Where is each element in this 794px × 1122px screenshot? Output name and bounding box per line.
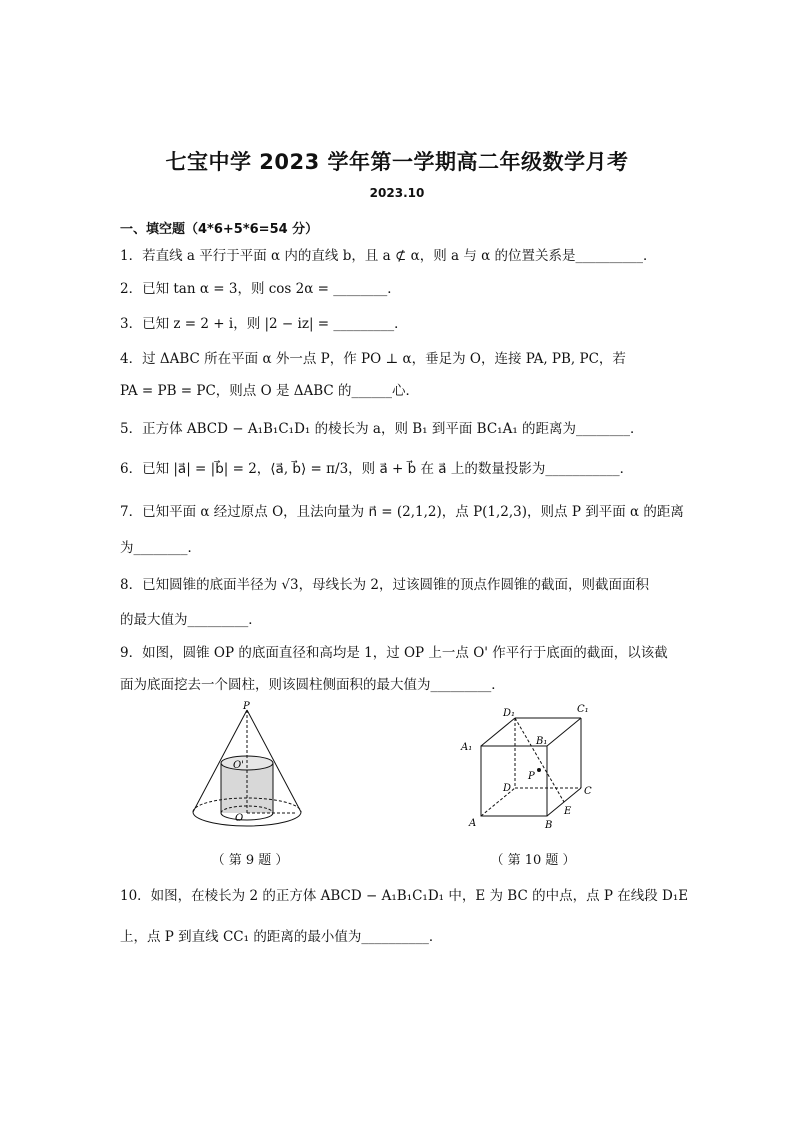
label-c: C bbox=[584, 786, 592, 797]
figure-10-caption: （ 第 10 题 ） bbox=[490, 853, 576, 868]
label-p: P bbox=[528, 771, 535, 782]
question-4-line-1: 4．过 ΔABC 所在平面 α 外一点 P，作 PO ⊥ α，垂足为 O，连接 PA, PB, PC，若 bbox=[120, 351, 626, 367]
section-heading: 一、填空题（4*6+5*6=54 分） bbox=[120, 222, 319, 237]
question-4-line-2: PA = PB = PC，则点 O 是 ΔABC 的______心． bbox=[120, 383, 420, 399]
label-o: O bbox=[235, 813, 244, 824]
question-8-line-1: 8．已知圆锥的底面半径为 √3，母线长为 2，过该圆锥的顶点作圆锥的截面，则截面面积 bbox=[120, 577, 649, 593]
question-10-line-2: 上，点 P 到直线 CC₁ 的距离的最小值为__________． bbox=[120, 929, 443, 945]
label-c1: C₁ bbox=[577, 704, 589, 715]
label-a: A bbox=[469, 818, 477, 829]
question-9-line-2: 面为底面挖去一个圆柱，则该圆柱侧面积的最大值为_________． bbox=[120, 677, 505, 693]
label-d1: D₁ bbox=[503, 708, 516, 719]
question-10-line-1: 10．如图，在棱长为 2 的正方体 ABCD − A₁B₁C₁D₁ 中，E 为 BC 的中点，点 P 在线段 D₁E bbox=[120, 888, 689, 904]
question-7-line-2: 为________． bbox=[120, 540, 201, 556]
question-2: 2．已知 tan α = 3，则 cos 2α = ________． bbox=[120, 281, 401, 297]
label-p: P bbox=[243, 701, 250, 712]
figure-9-cone bbox=[185, 700, 315, 835]
figure-10-cube bbox=[455, 700, 605, 835]
exam-date: 2023.10 bbox=[369, 186, 425, 200]
label-b1: B₁ bbox=[536, 736, 548, 747]
exam-title: 七宝中学 2023 学年第一学期高二年级数学月考 bbox=[165, 150, 629, 174]
question-6: 6．已知 |a⃗| = |b⃗| = 2，⟨a⃗, b⃗⟩ = π/3，则 a⃗ + b⃗ 在 a⃗ 上的数量投影为___________． bbox=[120, 461, 634, 477]
question-7-line-1: 7．已知平面 α 经过原点 O，且法向量为 n⃗ = (2,1,2)，点 P(1,2,3)，则点 P 到平面 α 的距离 bbox=[120, 504, 684, 520]
question-5: 5．正方体 ABCD − A₁B₁C₁D₁ 的棱长为 a，则 B₁ 到平面 BC₁A₁ 的距离为________． bbox=[120, 421, 644, 437]
figure-9-caption: （ 第 9 题 ） bbox=[211, 853, 289, 868]
label-d: D bbox=[503, 783, 512, 794]
question-9-line-1: 9．如图，圆锥 OP 的底面直径和高均是 1，过 OP 上一点 O' 作平行于底面的截面，以该截 bbox=[120, 645, 668, 661]
question-1: 1．若直线 a 平行于平面 α 内的直线 b，且 a ⊄ α，则 a 与 α 的位置关系是__________． bbox=[120, 248, 657, 264]
question-3: 3．已知 z = 2 + i，则 |2 − iz| = _________． bbox=[120, 316, 408, 332]
label-o-prime: O' bbox=[233, 760, 244, 771]
label-e: E bbox=[564, 806, 572, 817]
question-8-line-2: 的最大值为_________． bbox=[120, 612, 262, 628]
label-b: B bbox=[545, 820, 553, 831]
label-a1: A₁ bbox=[461, 742, 473, 753]
